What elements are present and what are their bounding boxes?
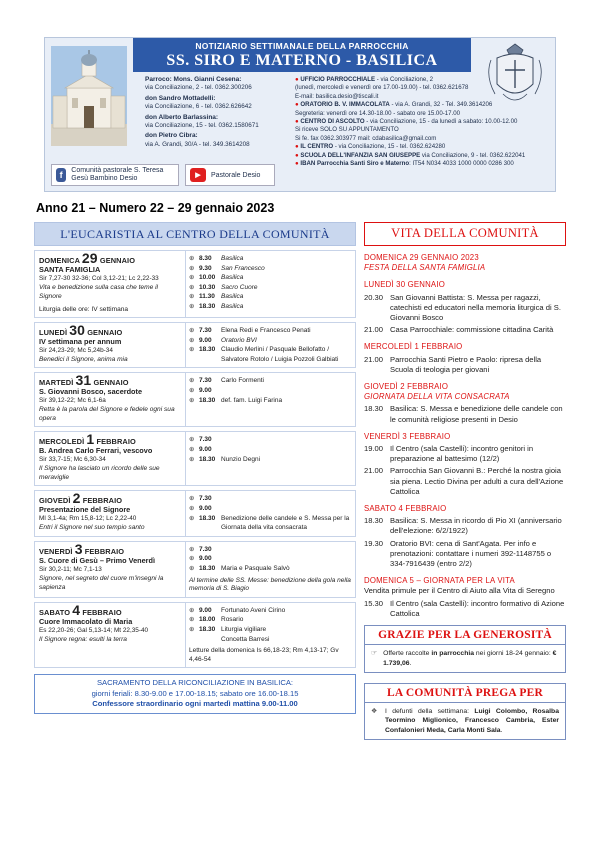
office-line: ● CENTRO DI ASCOLTO - via Conciliazione, 15 - da lunedì a sabato: 10.00-12.00 [295,118,518,126]
readings: Sir 7,27-30 32-36; Col 3,12-21; Lc 2,22-33 [39,275,159,282]
event-row: 21.00 Casa Parrocchiale: commissione cittadina Carità [364,325,554,335]
parish-title: SS. SIRO E MATERNO - BASILICA [166,52,438,69]
cross-icon: ⊕ [189,346,195,354]
cross-icon: ⊕ [189,616,195,624]
mass-row: ⊕ 18.30 Liturgia vigiliare [189,625,267,633]
cross-icon: ⊕ [189,283,195,291]
mass-row: ⊕ 10.00 Basilica [189,274,244,282]
cross-icon: ⊕ [189,264,195,272]
community-section [364,222,566,740]
feast-name: IV settimana per annum [39,337,122,346]
office-line: ● IL CENTRO - via Conciliazione, 15 - tel. 0362.624280 [295,143,446,151]
cross-icon: ⊕ [189,455,195,463]
day-name: GIOVEDÌ 2 FEBBRAIO [39,490,123,507]
community-title: VITA DELLA COMUNITÀ [364,222,566,246]
confession-title: SACRAMENTO DELLA RICONCILIAZIONE IN BASILICA: [96,678,294,688]
mass-row: ⊕ 9.30 San Francesco [189,264,265,272]
event-subheading: GIORNATA DELLA VITA CONSACRATA [364,392,510,402]
office-line: Segreteria: venerdì ore 14.30-18.00 - sabato ore 15.00-17.00 [295,109,460,117]
readings: Sir 24,23-29; Mc 5,24b-34 [39,347,113,354]
day-extra-note: Letture della domenica Is 66,18-23; Rm 4,13-17; Gv 4,46-54 [189,647,339,663]
event-row: 18.30 Basilica: S. Messa e benedizione delle candele con le comunità religiose presenti in Desio [364,404,563,424]
clergy-entry: don Pietro Cibra: via A. Grandi, 30/A - tel. 349.3614208 [145,132,250,148]
cross-icon: ⊕ [189,336,195,344]
cross-icon: ⊕ [189,504,195,512]
mass-row: ⊕ 18.30 Claudio Merlini / Pasquale Bellofatto / Salvatore Rotolo / Luigia Pozzoli Galbiati [189,346,339,363]
days-list [34,250,356,668]
mass-row: ⊕ 18.30 Maria e Pasquale Salvò [189,564,290,572]
church-illustration [51,46,127,146]
title-banner [133,38,471,72]
offices-list [295,76,553,168]
mass-row: ⊕ 18.30 Basilica [189,302,244,310]
day-box [34,372,356,427]
mass-list [186,323,355,367]
feast-name: B. Andrea Carlo Ferrari, vescovo [39,446,153,456]
cross-icon: ⊕ [189,293,195,301]
event-row: 21.00 Parrocchia Santi Pietro e Paolo: ripresa della Scuola di teologia per giovani [364,354,542,374]
day-box [34,602,356,669]
readings: Sir 30,2-11; Mc 7,1-13 [39,565,102,573]
header-subtitle: NOTIZIARIO SETTIMANALE DELLA PARROCCHIA [195,41,409,51]
mass-row: ⊕ 8.30 Basilica [189,255,244,262]
event-row: 19.30 Oratorio BVI: cena di Sant'Agata. Per info e prenotazioni: contattare i numeri 392-1148755 o 334-7916439 (entro 2/2) [364,538,552,569]
cross-icon: ⊕ [189,445,195,453]
cross-icon: ⊕ [189,625,195,633]
mass-row: ⊕ 18.30 Benedizione delle candele e S. Messa per la Giornata della vita consacrata [189,514,350,532]
event-heading: DOMENICA 29 GENNAIO 2023 [364,253,479,262]
psalm-note: Vita e benedizione sulla casa che teme il Signore [39,284,159,300]
office-line: Si fe. fax 0362.303977 mail: cdabasilica@gmail.com [295,134,437,142]
event-row: 15.30 Il Centro (sala Castelli): incontro formativo di Azione Cattolica [364,598,565,618]
prega-body: ❖ I defunti della settimana: Luigi Colombo, Rosalba Teormino Miglionico, Francesco Cambria, Ester Confalonieri Meda, Carla Monti Sala. [364,703,566,740]
event-heading: VENERDÌ 3 FEBBRAIO [364,431,451,441]
cross-icon: ⊕ [189,495,195,503]
day-info [35,491,186,535]
cross-icon: ⊕ [189,514,195,522]
mass-row: ⊕ 10.30 Sacro Cuore [189,283,258,291]
office-line: ● UFFICIO PARROCCHIALE - via Conciliazione, 2 [295,76,434,83]
mass-row: ⊕ 18.30 def. fam. Luigi Farina [189,396,283,404]
day-name: MERCOLEDÌ 1 FEBBRAIO [39,431,136,448]
office-line: ● IBAN Parrocchia Santi Siro e Materno: IT54 N034 4033 1000 0000 0286 300 [295,160,514,168]
event-row: 20.30 San Giovanni Battista: S. Messa per ragazzi, catechisti ed educatori nella memoria liturgica di S. Giovanni Bosco [364,292,561,323]
event-heading: LUNEDÌ 30 GENNAIO [364,280,445,290]
office-line: (lunedì, mercoledì e venerdì ore 17.00-19.00) - tel. 0362.621678 [295,84,469,92]
mass-row: ⊕ 18.30 Nunzio Degni [189,455,261,463]
office-line: ● ORATORIO B. V. IMMACOLATA - via A. Grandi, 32 - Tel. 349.3614206 [295,101,493,109]
readings: Ml 3,1-4a; Rm 15,8-12; Lc 2,22-40 [39,515,137,523]
issue-line: Anno 21 – Numero 22 – 29 gennaio 2023 [36,201,275,215]
event-heading: MERCOLEDÌ 1 FEBBRAIO [364,342,463,352]
mass-list [186,432,355,485]
eucharist-title: L'EUCARISTIA AL CENTRO DELLA COMUNITÀ [34,222,356,246]
event-intro: Vendita primule per il Centro di Aiuto alla Vita di Seregno [364,586,555,596]
facebook-icon: f [56,168,66,182]
mass-row: ⊕ 7.30 Elena Redi e Francesco Penati [189,327,311,334]
cross-icon: ⊕ [189,555,195,563]
day-info [35,432,186,485]
cross-icon [189,635,199,645]
grazie-body: ☞ Offerte raccolte in parrocchia nei giorni 18-24 gennaio: € 1.739,06. [364,645,566,673]
event-subheading: FESTA DELLA SANTA FAMIGLIA [364,263,486,273]
mass-row: ⊕ 7.30 [189,495,212,503]
confession-line: Confessore straordinario ogni martedì mattina 9.00-11.00 [92,699,298,709]
newsletter-header [44,37,556,192]
event-section [364,576,566,619]
day-box [34,250,356,318]
day-info [35,373,186,426]
day-extra-note: Al termine delle SS. Messe: benedizione della gola nella memoria di S. Biagio [189,576,351,593]
cross-icon: ⊕ [189,255,195,262]
mass-list [186,373,355,426]
mass-row: Concetta Barresi [189,635,352,645]
events-list [364,253,566,619]
mass-list [186,491,355,535]
psalm-note: Il Signore regna: esulti la terra [39,635,127,643]
readings: Sir 33,7-15; Mc 6,30-34 [39,456,106,464]
office-line: Si riceve SOLO SU APPUNTAMENTO [295,126,399,134]
feast-name: S. Cuore di Gesù – Primo Venerdì [39,555,155,565]
liturgy-note: Liturgia delle ore: IV settimana [39,306,129,313]
psalm-note: Benedici il Signore, anima mia [39,356,128,363]
facebook-link[interactable]: f Comunità pastorale S. Teresa Gesù Bambino Desio [51,164,179,186]
day-box [34,431,356,486]
event-row: 18.30 Basilica: S. Messa in ricordo di Pio XI (anniversario dell'elezione: 6/2/1922) [364,516,562,536]
cross-icon: ⊕ [189,386,195,394]
mass-row: ⊕ 9.00 [189,555,212,563]
grazie-title: GRAZIE PER LA GENEROSITÀ [364,625,566,645]
cross-icon: ⊕ [189,564,195,572]
mass-row: ⊕ 9.00 Fortunato Aveni Cirino [189,606,286,614]
day-name: MARTEDÌ 31 GENNAIO [39,372,129,389]
event-heading: GIOVEDÌ 2 FEBBRAIO [364,382,449,392]
psalm-note: Il Signore ha lasciato un ricordo delle sue meraviglie [39,465,160,482]
day-name: SABATO 4 FEBBRAIO [39,601,122,618]
cross-icon: ⊕ [189,396,195,404]
cross-icon: ⊕ [189,545,195,553]
mass-row: ⊕ 7.30 [189,436,212,444]
cross-icon: ⊕ [189,302,195,310]
mass-list [186,542,355,597]
feast-name: Presentazione del Signore [39,505,131,515]
clergy-entry: Parroco: Mons. Gianni Cesena: via Conciliazione, 2 - tel. 0362.300206 [145,76,252,92]
youtube-link[interactable]: ▶ Pastorale Desio [185,164,275,186]
feast-name: SANTA FAMIGLIA [39,265,101,274]
event-section [364,280,566,335]
event-section [364,253,566,273]
event-section [364,504,566,569]
day-box [34,322,356,368]
day-name: DOMENICA 29 GENNAIO [39,250,136,266]
cross-icon: ⊕ [189,606,195,614]
day-box [34,490,356,536]
event-heading: DOMENICA 5 – GIORNATA PER LA VITA [364,576,515,586]
eucharist-section [34,222,356,714]
feast-name: Cuore Immacolato di Maria [39,616,133,626]
day-name: VENERDÌ 3 FEBBRAIO [39,540,125,557]
psalm-note: Retta è la parola del Signore e fedele ogni sua opera [39,406,175,423]
psalm-note: Signore, nel segreto del cuore m'insegni la sapienza [39,574,164,591]
prega-title: LA COMUNITÀ PREGA PER [364,683,566,703]
clergy-entry: don Alberto Barlassina: via Conciliazione, 15 - tel. 0362.1580671 [145,113,259,130]
office-line: E-mail: basilica.desio@tiscali.it [295,92,379,100]
feast-name: S. Giovanni Bosco, sacerdote [39,387,142,397]
day-info [35,323,186,367]
mass-row: ⊕ 11.30 Basilica [189,293,244,301]
youtube-icon: ▶ [190,168,206,182]
mass-row: ⊕ 9.00 [189,386,212,394]
event-section [364,342,566,375]
clergy-entry: don Sandro Mottadelli: via Conciliazione, 6 - tel. 0362.626642 [145,94,252,111]
day-box [34,541,356,598]
diamond-bullet-icon: ❖ [371,707,378,715]
mass-row: ⊕ 9.00 [189,445,212,453]
mass-row: ⊕ 7.30 [189,545,212,553]
day-info [35,603,186,668]
confession-line: giorni feriali: 8.30-9.00 e 17.00-18.15; sabato ore 16.00-18.15 [91,688,299,698]
event-heading: SABATO 4 FEBBRAIO [364,504,447,514]
cross-icon: ⊕ [189,436,195,444]
event-section [364,382,566,425]
mass-list [186,603,355,668]
clergy-list [145,76,291,149]
psalm-note: Entri il Signore nel suo tempio santo [39,524,145,532]
cross-icon: ⊕ [189,327,195,334]
day-info [35,542,186,597]
event-section [364,432,566,497]
mass-row: ⊕ 9.00 Oratorio BVI [189,336,257,344]
mass-row: ⊕ 7.30 Carlo Formenti [189,377,264,385]
mass-row: ⊕ 18.00 Rosario [189,616,244,624]
mass-row: ⊕ 9.00 [189,504,212,512]
readings: Es 22,20-26; Gal 5,13-14; Mt 22,35-40 [39,626,149,634]
hand-icon: ☞ [371,650,378,658]
cross-icon: ⊕ [189,377,195,385]
confession-box [34,674,356,713]
office-line: ● SCUOLA DELL'INFANZIA SAN GIUSEPPE via Conciliazione, 9 - tel. 0362.622041 [295,151,526,159]
event-row: 19.00 Il Centro (sala Castelli): incontro genitori in preparazione al battesimo (12/2) [364,444,534,464]
day-name: LUNEDÌ 30 GENNAIO [39,322,123,338]
mass-list [186,251,355,317]
event-row: 21.00 Parrocchia San Giovanni B.: Perché la nostra gioia sia piena. Lectio Divina per adulti a cura dell'Azione Cattolica [364,466,564,496]
readings: Sir 39,12-22; Mc 6,1-6a [39,397,106,405]
cross-icon: ⊕ [189,274,195,282]
day-info [35,251,186,317]
